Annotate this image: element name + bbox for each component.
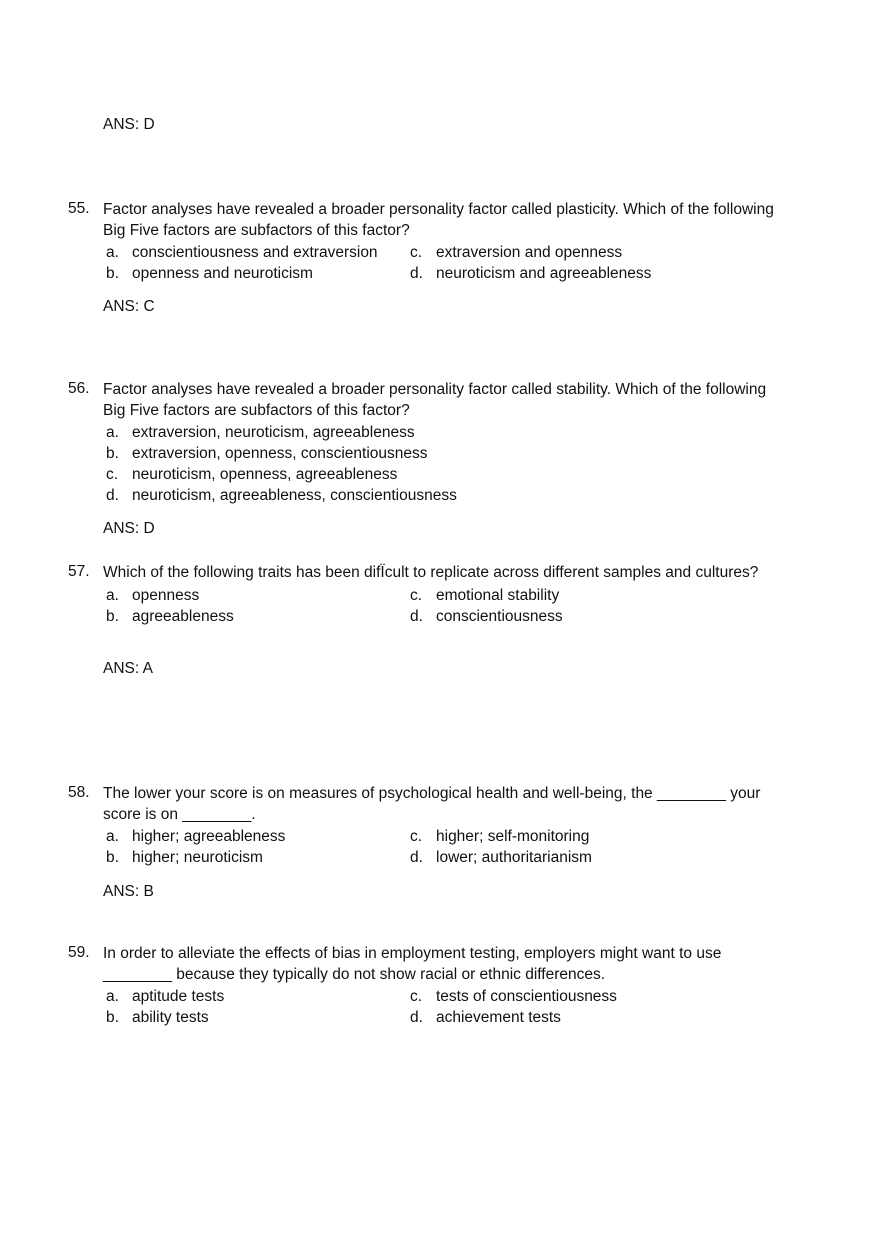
answer-55: ANS: C (103, 298, 155, 315)
question-text: The lower your score is on measures of psychological health and well-being, the ________ your score is on ________. (103, 785, 761, 823)
option-a: a. aptitude tests (106, 988, 225, 1005)
options-list (106, 986, 788, 1028)
question-number: 55. (68, 200, 90, 217)
question-number: 59. (68, 944, 90, 961)
option-b: b. ability tests (106, 1009, 209, 1026)
option-c: c. extraversion and openness (410, 244, 623, 261)
option-c: c. emotional stability (410, 586, 560, 604)
option-d: d. neuroticism, agreeableness, conscientiousness (106, 487, 457, 504)
options-list (106, 422, 788, 506)
option-a: a. openness (106, 586, 200, 604)
question-number: 57. (68, 563, 90, 580)
options-list (106, 242, 788, 284)
question-text: Factor analyses have revealed a broader personality factor called stability. Which of the following Big Five factors are subfactors of this factor? (103, 381, 767, 419)
option-d: d. conscientiousness (410, 607, 563, 625)
question-58 (68, 784, 788, 868)
question-56 (68, 380, 788, 506)
options-list (106, 826, 788, 868)
answer-58: ANS: B (103, 883, 154, 900)
option-b: b. agreeableness (106, 607, 234, 625)
question-57 (68, 563, 788, 627)
option-d: d. neuroticism and agreeableness (410, 265, 652, 282)
question-text: Factor analyses have revealed a broader personality factor called plasticity. Which of the following Big Five factors are subfactors of this factor? (103, 201, 774, 239)
option-c: c. tests of conscientiousness (410, 988, 617, 1005)
answer-56: ANS: D (103, 520, 155, 537)
options-list (106, 585, 788, 627)
question-59 (68, 944, 788, 1028)
answer-54: ANS: D (103, 116, 155, 133)
option-c: c. neuroticism, openness, agreeableness (106, 466, 398, 483)
question-number: 58. (68, 784, 90, 801)
question-number: 56. (68, 380, 90, 397)
answer-57: ANS: A (103, 660, 153, 677)
option-a: a. extraversion, neuroticism, agreeableness (106, 424, 415, 441)
question-text: Which of the following traits has been difÏcult to replicate across different samples and cultures? (103, 564, 759, 581)
option-b: b. higher; neuroticism (106, 849, 263, 866)
option-b: b. extraversion, openness, conscientiousness (106, 445, 428, 462)
option-b: b. openness and neuroticism (106, 265, 313, 282)
question-55 (68, 200, 788, 284)
option-a: a. conscientiousness and extraversion (106, 244, 378, 261)
option-c: c. higher; self-monitoring (410, 828, 590, 845)
option-a: a. higher; agreeableness (106, 828, 286, 845)
question-text: In order to alleviate the effects of bias in employment testing, employers might want to use ________ because they typically do not show racial or ethnic differences. (103, 945, 722, 983)
option-d: d. achievement tests (410, 1009, 561, 1026)
option-d: d. lower; authoritarianism (410, 849, 592, 866)
